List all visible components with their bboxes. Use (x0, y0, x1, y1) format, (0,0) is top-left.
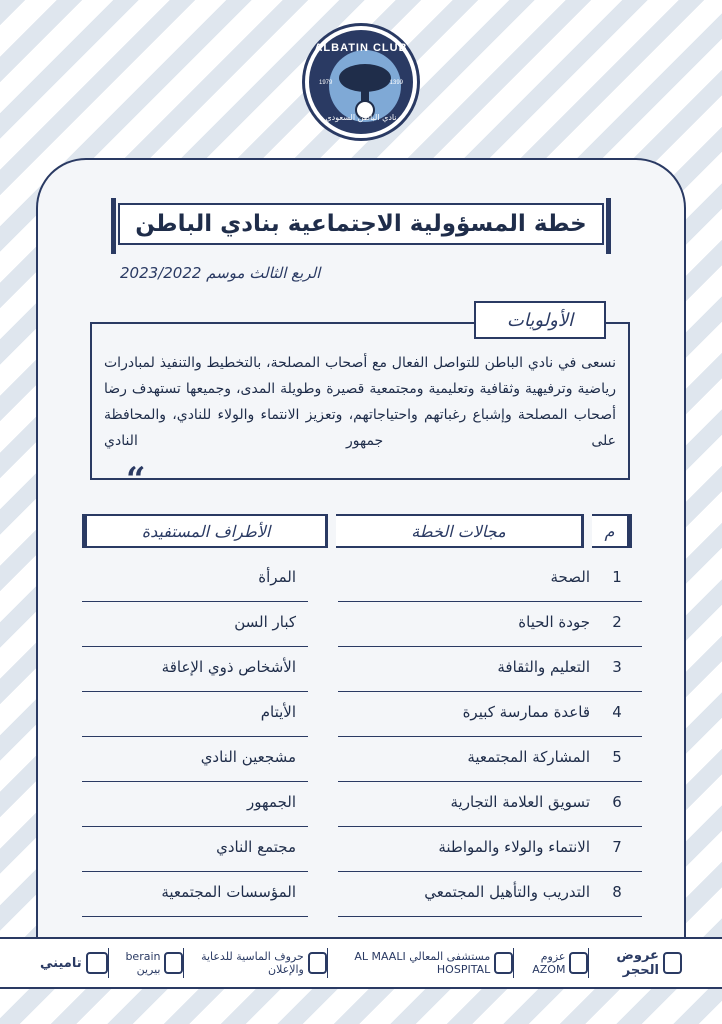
logo-bottom-text: نادي الباطن السعودي (325, 113, 397, 122)
divider (327, 948, 328, 978)
row-number: 5 (612, 748, 622, 766)
row-area: جودة الحياة (518, 613, 590, 631)
row-beneficiary: كبار السن (234, 613, 296, 631)
priorities-label: الأولويات (474, 301, 606, 339)
sponsors-footer (0, 937, 722, 989)
sponsor-item (514, 950, 588, 976)
sponsor-item (328, 950, 514, 976)
row-beneficiary: مجتمع النادي (216, 838, 296, 856)
sponsor-item (184, 950, 327, 976)
page-title: خطة المسؤولية الاجتماعية بنادي الباطن (135, 211, 587, 237)
sponsor-item (589, 948, 682, 978)
quote-mark: “ (126, 460, 146, 500)
sponsor-logo-icon (308, 952, 327, 974)
row-area: تسويق العلامة التجارية (450, 793, 590, 811)
title-box (118, 203, 604, 245)
row-area: الانتماء والولاء والمواطنة (438, 838, 590, 856)
divider (513, 948, 514, 978)
sponsor-name: مستشفى المعالي AL MAALI HOSPITAL (354, 950, 491, 976)
table-row (82, 871, 642, 917)
sponsor-name: berain بيرين (125, 950, 161, 976)
priorities-text: نسعى في نادي الباطن للتواصل الفعال مع أصحاب المصلحة، بالتخطيط والتنفيذ لمبادرات رياضية وترفيهية وثقافية وتعليمية ومجتمعية قصيرة وطويلة المدى، وجميعها تستهدف رضا أصحاب المصلحة وإشباع رغباتهم واحتياجاتهم، وتعزيز الانتماء والولاء للنادي، والمحافظة على جمهور النادي (104, 355, 616, 449)
row-divider (338, 916, 642, 917)
row-number: 8 (612, 883, 622, 901)
header-num: م (592, 514, 632, 548)
logo-top-text: ALBATIN CLUB (314, 42, 408, 54)
table-row (82, 646, 642, 692)
table-row (82, 736, 642, 782)
logo-year-left: 1979 (319, 80, 333, 86)
row-divider (82, 916, 308, 917)
row-number: 4 (612, 703, 622, 721)
table-row (82, 601, 642, 647)
row-number: 2 (612, 613, 622, 631)
sponsor-logo-icon (494, 952, 513, 974)
club-logo (305, 26, 417, 138)
sponsor-name: عزوم AZOM (532, 950, 566, 976)
row-area: التدريب والتأهيل المجتمعي (424, 883, 590, 901)
sponsor-name: حروف الماسية للدعاية والإعلان (201, 950, 304, 976)
sponsor-logo-icon (663, 952, 682, 974)
header-beneficiaries: الأطراف المستفيدة (82, 514, 328, 548)
row-beneficiary: الجمهور (247, 793, 296, 811)
logo-year-right: 1399 (389, 80, 403, 86)
row-number: 1 (612, 568, 622, 586)
row-beneficiary: المرأة (258, 568, 296, 586)
row-area: قاعدة ممارسة كبيرة (462, 703, 590, 721)
table-row (82, 556, 642, 602)
divider (588, 948, 589, 978)
row-area: المشاركة المجتمعية (467, 748, 590, 766)
sponsor-item (40, 952, 108, 974)
sponsor-logo-icon (86, 952, 108, 974)
divider (108, 948, 109, 978)
sponsor-logo-icon (164, 952, 183, 974)
row-number: 6 (612, 793, 622, 811)
row-beneficiary: المؤسسات المجتمعية (161, 883, 296, 901)
sponsor-item (108, 950, 183, 976)
divider (183, 948, 184, 978)
row-area: الصحة (550, 568, 590, 586)
row-beneficiary: الأشخاص ذوي الإعاقة (161, 658, 296, 676)
row-beneficiary: مشجعين النادي (200, 748, 296, 766)
table-row (82, 691, 642, 737)
row-area: التعليم والثقافة (497, 658, 590, 676)
row-number: 7 (612, 838, 622, 856)
sponsor-logo-icon (569, 952, 588, 974)
row-beneficiary: الأيتام (260, 703, 296, 721)
table-row (82, 781, 642, 827)
sponsor-name: عروض الحجر (616, 948, 659, 978)
season-subtitle: الربع الثالث موسم 2023/2022 (120, 264, 321, 282)
header-areas: مجالات الخطة (336, 514, 584, 548)
sponsor-name: تاميني (40, 955, 82, 971)
table-row (82, 826, 642, 872)
row-number: 3 (612, 658, 622, 676)
